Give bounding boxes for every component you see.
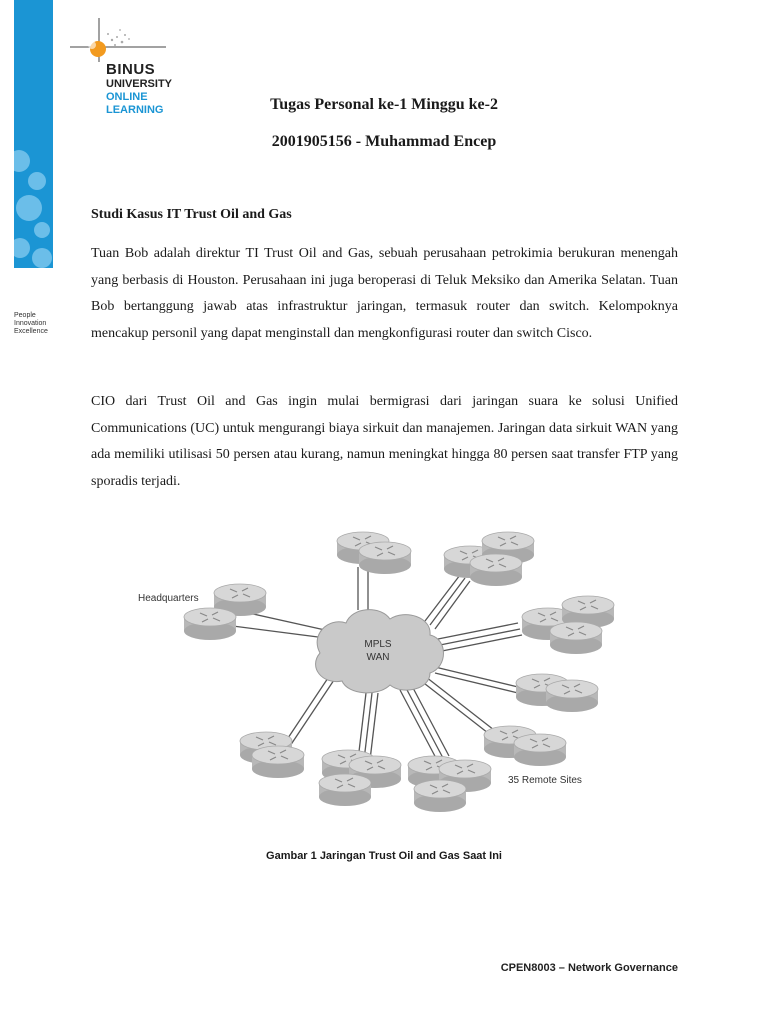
cloud-label-wan: WAN xyxy=(366,652,390,663)
section-title: Studi Kasus IT Trust Oil and Gas xyxy=(91,207,292,222)
network-diagram xyxy=(130,525,630,820)
page-footer: CPEN8003 – Network Governance xyxy=(500,962,678,974)
paragraph-1: Tuan Bob adalah direktur TI Trust Oil and Gas, sebuah perusahaan petrokimia berukuran menengah yang berbasis di Houston. Perusahaan ini juga beroperasi di Teluk Meksiko dan Amerika Selatan. Tuan Bob bertanggung jawab atas infrastruktur jaringan, termasuk router dan switch. Kelompoknya mencakup personil yang dapat menginstall dan mengkonfigurasi router dan switch Cisco. xyxy=(91,246,678,342)
binus-logo-text: BINUS UNIVERSITY ONLINE LEARNING xyxy=(106,61,173,116)
paragraph-2: CIO dari Trust Oil and Gas ingin mulai bermigrasi dari jaringan suara ke solusi Unified Communications (UC) untuk mengurangi biaya sirkuit dan manajemen. Jaringan data sirkuit WAN yang ada memiliki utilisasi 50 persen atau kurang, namun meningkat hingga 80 persen saat transfer FTP yang sporadis terjadi. xyxy=(91,394,678,490)
headquarters-label: Headquarters xyxy=(138,593,199,604)
remote-sites-label: 35 Remote Sites xyxy=(508,775,582,786)
figure-caption: Gambar 1 Jaringan Trust Oil and Gas Saat Ini xyxy=(266,850,502,862)
document-subtitle: 2001905156 - Muhammad Encep xyxy=(271,133,497,150)
brand-tagline: People Innovation Excellence xyxy=(14,312,48,335)
document-title: Tugas Personal ke-1 Minggu ke-2 xyxy=(270,96,498,113)
cloud-label-mpls: MPLS xyxy=(364,639,392,650)
